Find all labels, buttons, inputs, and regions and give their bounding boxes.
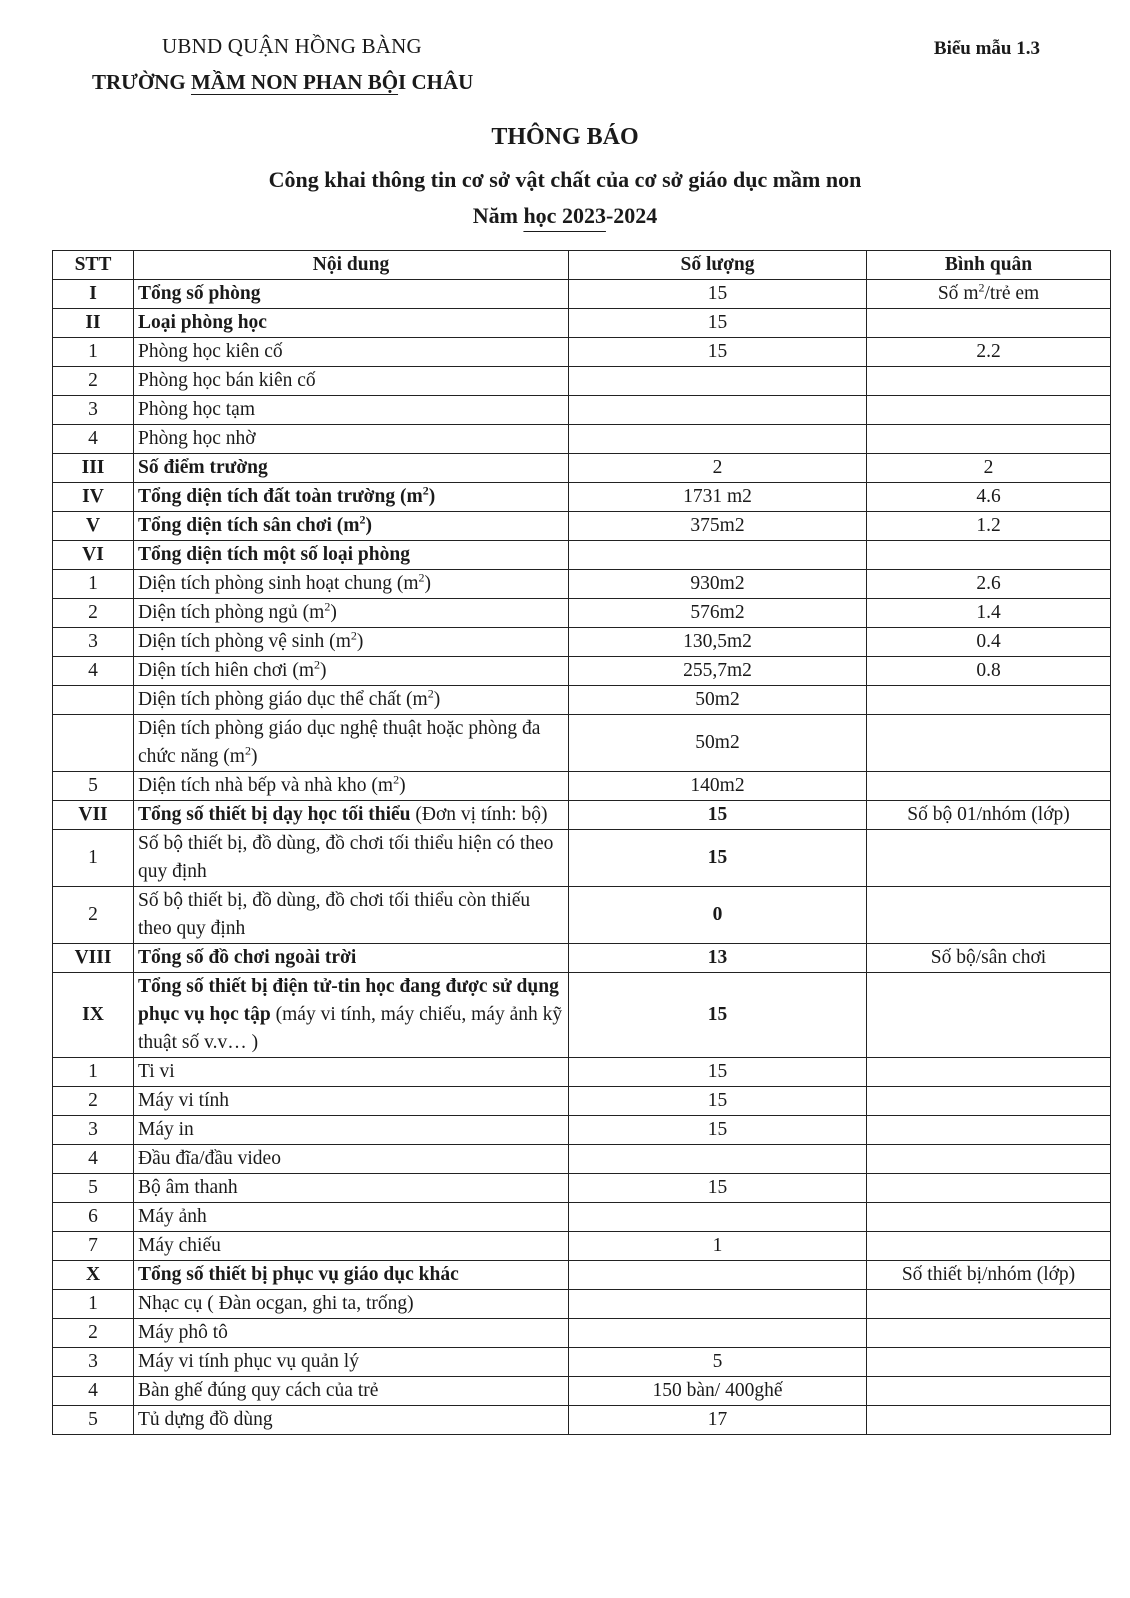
row-quantity: 17 (569, 1406, 867, 1435)
school-year (0, 203, 1130, 229)
row-average: Số bộ/sân chơi (867, 944, 1111, 973)
row-stt: III (53, 454, 134, 483)
table-row (53, 830, 1111, 887)
row-average (867, 686, 1111, 715)
row-stt: 2 (53, 367, 134, 396)
row-stt: 3 (53, 628, 134, 657)
row-quantity: 140m2 (569, 772, 867, 801)
row-stt: 1 (53, 338, 134, 367)
row-quantity (569, 425, 867, 454)
row-content-text: Số bộ thiết bị, đồ dùng, đồ chơi tối thiểu hiện có theo quy định (138, 833, 554, 882)
table-body (53, 280, 1111, 1435)
row-average (867, 1319, 1111, 1348)
row-content (134, 801, 569, 830)
row-content-text: Tổng số thiết bị phục vụ giáo dục khác (138, 1264, 459, 1285)
table-row (53, 1348, 1111, 1377)
row-average: 2 (867, 454, 1111, 483)
row-quantity: 0 (569, 887, 867, 944)
row-average: 2.6 (867, 570, 1111, 599)
row-content-note: (máy vi tính, máy chiếu, máy ảnh kỹ thuật số v.v… ) (138, 1004, 563, 1053)
row-average (867, 1145, 1111, 1174)
table-row (53, 1377, 1111, 1406)
superscript-2: 2 (978, 280, 985, 295)
authority-name: UBND QUẬN HỒNG BÀNG (162, 34, 422, 58)
school-name (92, 70, 473, 95)
column-header-stt: STT (53, 251, 134, 280)
row-content-note: (Đơn vị tính: bộ) (415, 804, 548, 825)
row-average (867, 715, 1111, 772)
row-quantity: 5 (569, 1348, 867, 1377)
row-average (867, 973, 1111, 1058)
row-content (134, 1087, 569, 1116)
row-content-text: Tổng diện tích một số loại phòng (138, 544, 410, 565)
table-row (53, 1319, 1111, 1348)
row-content-text: Phòng học tạm (138, 399, 255, 420)
row-quantity (569, 1203, 867, 1232)
row-stt: 4 (53, 657, 134, 686)
table-row (53, 1406, 1111, 1435)
row-stt: 1 (53, 830, 134, 887)
school-name-underlined: MẦM NON PHAN BỘ (190, 70, 399, 94)
row-content (134, 599, 569, 628)
row-stt (53, 715, 134, 772)
table-row (53, 425, 1111, 454)
table-row (53, 367, 1111, 396)
table-row (53, 887, 1111, 944)
row-stt (53, 686, 134, 715)
table-row (53, 1145, 1111, 1174)
row-average (867, 1290, 1111, 1319)
row-average: Số bộ 01/nhóm (lớp) (867, 801, 1111, 830)
row-stt: 5 (53, 1406, 134, 1435)
superscript-2: 2 (359, 512, 366, 527)
row-content (134, 628, 569, 657)
superscript-2: 2 (244, 743, 251, 758)
superscript-2: 2 (314, 657, 321, 672)
row-content-text: Diện tích phòng giáo dục nghệ thuật hoặc phòng đa chức năng $(m^2)$ (138, 718, 541, 767)
row-stt: 4 (53, 1145, 134, 1174)
row-average: 1.4 (867, 599, 1111, 628)
row-quantity: 375m2 (569, 512, 867, 541)
school-year-suffix: -2024 (605, 203, 658, 228)
row-quantity: 15 (569, 280, 867, 309)
row-content (134, 715, 569, 772)
row-content (134, 367, 569, 396)
row-content (134, 1290, 569, 1319)
row-content (134, 1377, 569, 1406)
row-quantity (569, 1261, 867, 1290)
row-quantity: 1 (569, 1232, 867, 1261)
table-row (53, 686, 1111, 715)
row-stt: I (53, 280, 134, 309)
row-average: Số thiết bị/nhóm (lớp) (867, 1261, 1111, 1290)
row-stt: V (53, 512, 134, 541)
row-quantity (569, 541, 867, 570)
row-content (134, 973, 569, 1058)
table-row (53, 1203, 1111, 1232)
table-row (53, 483, 1111, 512)
row-stt: 3 (53, 1348, 134, 1377)
row-quantity (569, 1319, 867, 1348)
row-stt: 2 (53, 599, 134, 628)
row-quantity: 50m2 (569, 686, 867, 715)
row-average (867, 541, 1111, 570)
row-content-text: Máy vi tính phục vụ quản lý (138, 1351, 359, 1372)
row-content-text: Phòng học kiên cố (138, 341, 283, 362)
row-stt: VIII (53, 944, 134, 973)
row-content (134, 338, 569, 367)
row-quantity: 15 (569, 309, 867, 338)
row-content (134, 483, 569, 512)
row-content-text: Máy in (138, 1119, 194, 1140)
table-row (53, 1174, 1111, 1203)
row-quantity (569, 1290, 867, 1319)
row-stt: VII (53, 801, 134, 830)
row-content-text: Tổng số đồ chơi ngoài trời (138, 947, 357, 968)
row-stt: X (53, 1261, 134, 1290)
row-stt: 5 (53, 1174, 134, 1203)
table-row (53, 1087, 1111, 1116)
row-stt: VI (53, 541, 134, 570)
row-content (134, 1261, 569, 1290)
row-content (134, 454, 569, 483)
row-average (867, 1087, 1111, 1116)
row-content-text: Nhạc cụ ( Đàn ocgan, ghi ta, trống) (138, 1293, 414, 1314)
row-average (867, 1203, 1111, 1232)
table-row (53, 309, 1111, 338)
row-quantity: 15 (569, 1058, 867, 1087)
row-stt: II (53, 309, 134, 338)
row-stt: 1 (53, 570, 134, 599)
row-content (134, 944, 569, 973)
row-content (134, 887, 569, 944)
row-average (867, 367, 1111, 396)
row-content (134, 309, 569, 338)
row-average (867, 1116, 1111, 1145)
row-content-text: Loại phòng học (138, 312, 267, 333)
table-row (53, 1058, 1111, 1087)
row-content-text: Diện tích nhà bếp và nhà kho $(m^2)$ (138, 772, 406, 796)
row-content-text: Bộ âm thanh (138, 1177, 238, 1198)
row-average (867, 425, 1111, 454)
row-stt: 2 (53, 1087, 134, 1116)
row-average (867, 772, 1111, 801)
superscript-2: 2 (427, 686, 434, 701)
row-quantity: 15 (569, 801, 867, 830)
row-content (134, 425, 569, 454)
table-row (53, 280, 1111, 309)
table-row (53, 512, 1111, 541)
row-average: 1.2 (867, 512, 1111, 541)
school-name-prefix: TRƯỜNG (92, 70, 191, 94)
row-quantity: 130,5m2 (569, 628, 867, 657)
row-content-text: Phòng học nhờ (138, 428, 256, 449)
table-row (53, 1261, 1111, 1290)
row-quantity (569, 396, 867, 425)
row-content (134, 1174, 569, 1203)
row-average (867, 396, 1111, 425)
row-content (134, 1232, 569, 1261)
row-content-text: Máy chiếu (138, 1235, 221, 1256)
row-stt: 5 (53, 772, 134, 801)
table-row (53, 801, 1111, 830)
row-content (134, 830, 569, 887)
row-content-text: Tổng số thiết bị điện tử-tin học đang được sử dụng phục vụ học tập (138, 976, 559, 1025)
column-header-average: Bình quân (867, 251, 1111, 280)
table-row (53, 1290, 1111, 1319)
row-content-text: Diện tích phòng vệ $\sinh (m^2)$ (138, 628, 364, 652)
row-quantity: 150 bàn/ 400ghế (569, 1377, 867, 1406)
row-content (134, 686, 569, 715)
column-header-quantity: Số lượng (569, 251, 867, 280)
table-header-row (53, 251, 1111, 280)
row-stt: 3 (53, 396, 134, 425)
table-row (53, 396, 1111, 425)
row-content (134, 772, 569, 801)
row-average (867, 1174, 1111, 1203)
superscript-2: 2 (350, 628, 357, 643)
row-content-text: Tổng số thiết bị dạy học tối thiểu (138, 804, 411, 825)
document-subtitle: Công khai thông tin cơ sở vật chất của cơ sở giáo dục mầm non (268, 167, 862, 192)
row-content-text: Tổng diện tích sân chơi $(m^2)$ (138, 512, 373, 536)
row-content-text: Diện tích hiên chơi $(m^2)$ (138, 657, 327, 681)
row-content-text: Máy vi tính (138, 1090, 229, 1111)
superscript-2: 2 (324, 599, 331, 614)
row-content-text: Diện tích phòng giáo dục thể chất $(m^2)$ (138, 686, 441, 710)
superscript-2: 2 (393, 772, 400, 787)
row-average (867, 1377, 1111, 1406)
row-quantity: 255,7m2 (569, 657, 867, 686)
table-row (53, 570, 1111, 599)
row-average (867, 887, 1111, 944)
row-content-text: Phòng học bán kiên cố (138, 370, 316, 391)
row-quantity: 15 (569, 1174, 867, 1203)
row-content (134, 1116, 569, 1145)
table-row (53, 541, 1111, 570)
table-row (53, 715, 1111, 772)
row-stt: IV (53, 483, 134, 512)
row-quantity: 15 (569, 338, 867, 367)
row-content (134, 1348, 569, 1377)
row-content-text: Tổng số phòng (138, 283, 261, 304)
table-row (53, 1116, 1111, 1145)
row-stt: 2 (53, 887, 134, 944)
row-content (134, 570, 569, 599)
row-average (867, 1232, 1111, 1261)
row-average: Số $m^2$/trẻ em (867, 280, 1111, 309)
row-content-text: Diện tích phòng sinh hoạt chung $(m^2)$ (138, 570, 432, 594)
row-quantity: 2 (569, 454, 867, 483)
row-content (134, 1319, 569, 1348)
table-row (53, 628, 1111, 657)
row-stt: 6 (53, 1203, 134, 1232)
table-row (53, 973, 1111, 1058)
school-year-underlined: học 2023 (523, 203, 606, 228)
superscript-2: 2 (418, 570, 425, 585)
row-content (134, 512, 569, 541)
table-row (53, 454, 1111, 483)
row-content (134, 1058, 569, 1087)
row-stt: IX (53, 973, 134, 1058)
table-row (53, 772, 1111, 801)
row-content (134, 541, 569, 570)
row-quantity: 50m2 (569, 715, 867, 772)
row-content-text: Tổng diện tích đất toàn trường $(m^2)$ (138, 483, 436, 507)
row-average: 4.6 (867, 483, 1111, 512)
row-quantity: 15 (569, 830, 867, 887)
row-content (134, 1145, 569, 1174)
row-average (867, 1406, 1111, 1435)
row-content-text: Đầu đĩa/đầu video (138, 1148, 281, 1169)
table-row (53, 1232, 1111, 1261)
row-content (134, 1406, 569, 1435)
row-content-text: Số bộ thiết bị, đồ dùng, đồ chơi tối thiểu còn thiếu theo quy định (138, 890, 531, 939)
row-stt: 1 (53, 1058, 134, 1087)
table-row (53, 599, 1111, 628)
school-name-suffix: I CHÂU (398, 70, 474, 94)
row-content-text: Máy phô tô (138, 1322, 228, 1343)
row-quantity: 930m2 (569, 570, 867, 599)
facilities-table (52, 250, 1111, 1435)
row-content-text: Số điểm trường (138, 457, 268, 478)
row-content-text: Tủ dựng đồ dùng (138, 1409, 273, 1430)
row-quantity: 1731 m2 (569, 483, 867, 512)
row-quantity (569, 1145, 867, 1174)
table-row (53, 338, 1111, 367)
row-average: 0.8 (867, 657, 1111, 686)
row-stt: 2 (53, 1319, 134, 1348)
row-stt: 4 (53, 425, 134, 454)
form-code: Biểu mẫu 1.3 (933, 38, 1040, 59)
column-header-content: Nội dung (134, 251, 569, 280)
row-average (867, 309, 1111, 338)
table-row (53, 657, 1111, 686)
row-average (867, 1058, 1111, 1087)
row-quantity: 576m2 (569, 599, 867, 628)
superscript-2: 2 (422, 483, 429, 498)
row-quantity: 13 (569, 944, 867, 973)
row-stt: 7 (53, 1232, 134, 1261)
row-stt: 4 (53, 1377, 134, 1406)
row-stt: 1 (53, 1290, 134, 1319)
row-average: 0.4 (867, 628, 1111, 657)
row-content (134, 396, 569, 425)
row-content (134, 280, 569, 309)
row-quantity (569, 367, 867, 396)
row-quantity: 15 (569, 973, 867, 1058)
row-content-text: Diện tích phòng ngủ $(m^2)$ (138, 599, 337, 623)
row-average (867, 830, 1111, 887)
row-average: 2.2 (867, 338, 1111, 367)
row-content (134, 1203, 569, 1232)
row-content-text: Bàn ghế đúng quy cách của trẻ (138, 1380, 379, 1401)
row-content-text: Máy ảnh (138, 1206, 207, 1227)
row-quantity: 15 (569, 1087, 867, 1116)
table-row (53, 944, 1111, 973)
row-stt: 3 (53, 1116, 134, 1145)
row-content-text: Ti vi (138, 1061, 175, 1082)
school-year-prefix: Năm (472, 203, 524, 228)
row-quantity: 15 (569, 1116, 867, 1145)
row-average (867, 1348, 1111, 1377)
document-title: THÔNG BÁO (491, 124, 639, 150)
row-content (134, 657, 569, 686)
